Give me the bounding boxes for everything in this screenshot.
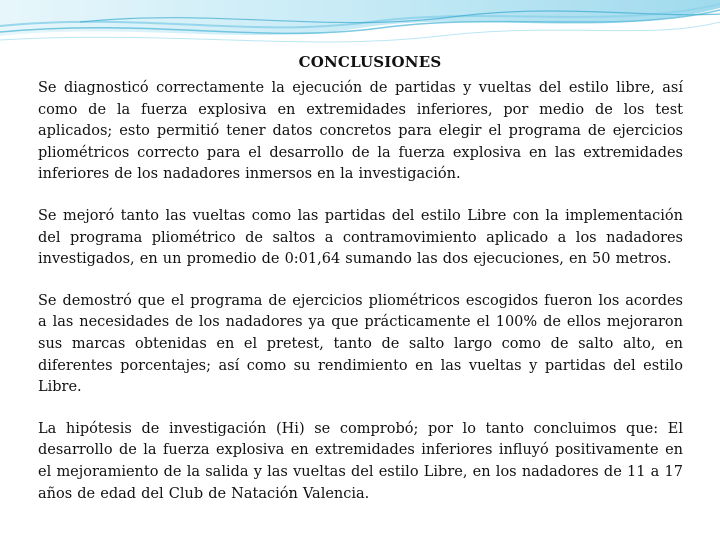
conclusion-paragraph-1: Se diagnosticó correctamente la ejecución de partidas y vueltas del estilo libre, así como de la fuerza explosiva en extremidades inferiores, por medio de los test aplicados; esto permitió tener datos concretos para elegir el programa de ejercicios pliométricos correcto para el desarrollo de la fuerza explosiva en las extremidades inferiores de los nadadores inmersos en la investigación. [38,80,683,183]
conclusion-paragraph-3: Se demostró que el programa de ejercicios pliométricos escogidos fueron los acordes a las necesidades de los nadadores ya que prácticamente el 100% de ellos mejoraron sus marcas obtenidas en el pretest, tanto de salto largo como de salto alto, en diferentes porcentajes; así como su rendimiento en las vueltas y partidas del estilo Libre. [38,292,683,396]
conclusions-body [38,78,683,505]
conclusion-paragraph-2: Se mejoró tanto las vueltas como las partidas del estilo Libre con la implementación del programa pliométrico de saltos a contramovimiento aplicado a los nadadores investigados, en un promedio de 0:01,64 sumando las dos ejecuciones, en 50 metros. [38,207,683,268]
slide-title: CONCLUSIONES [298,53,442,71]
conclusion-paragraph-4: La hipótesis de investigación (Hi) se comprobó; por lo tanto concluimos que: El desarrollo de la fuerza explosiva en extremidades inferiores influyó positivamente en el mejoramiento de la salida y las vueltas del estilo Libre, en los nadadores de 11 a 17 años de edad del Club de Natación Valencia. [38,420,683,502]
